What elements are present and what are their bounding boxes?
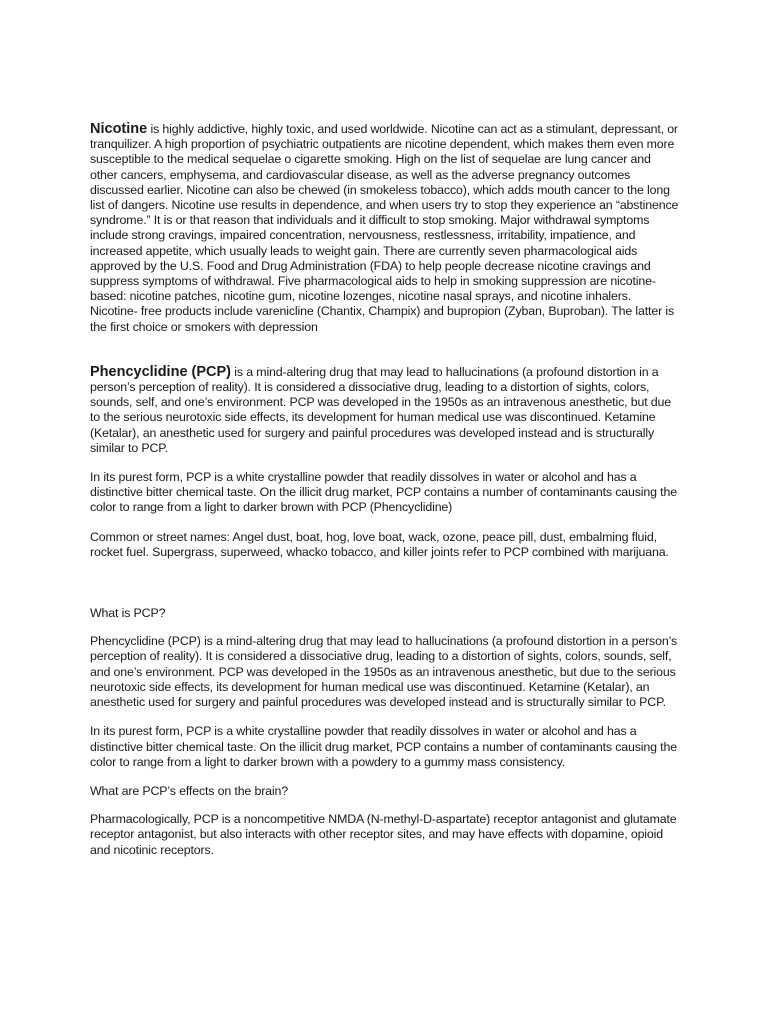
- what-is-pcp-definition-paragraph: Phencyclidine (PCP) is a mind-altering drug that may lead to hallucinations (a profound distortion in a person’s perception of reality). It is considered a dissociative drug, leading to a distortion of sights, colors, sounds, self, and one’s environment. PCP was developed in the 1950s as an intravenous anesthetic, but due to the serious neurotoxic side effects, its development for human medical use was discontinued. Ketamine (Ketalar), an anesthetic used for surgery and painful procedures was developed instead and is structurally similar to PCP.: [90, 634, 677, 710]
- what-is-pcp-heading: What is PCP?: [90, 606, 166, 621]
- nicotine-paragraph: [90, 122, 680, 335]
- pcp-term: Phencyclidine (PCP): [90, 363, 232, 380]
- document-page: [90, 122, 680, 858]
- pcp-paragraph: [90, 365, 680, 456]
- pcp-purest-form-paragraph: In its purest form, PCP is a white crystalline powder that readily dissolves in water or alcohol and has a distinctive bitter chemical taste. On the illicit drug market, PCP contains a number of contaminants causing the color to range from a light to darker brown with PCP (Phencyclidine): [90, 470, 677, 515]
- nicotine-term: Nicotine: [90, 121, 148, 137]
- brain-effects-paragraph: Pharmacologically, PCP is a noncompetitive NMDA (N-methyl-D-aspartate) receptor antagonist and glutamate receptor antagonist, but also interacts with other receptor sites, and may have effects with dopamine, opioid and nicotinic receptors.: [90, 812, 677, 857]
- pcp-text: is a mind-altering drug that may lead to hallucinations (a profound distortion in a person’s perception of reality). It is considered a dissociative drug, leading to a distortion of sights, colors, sounds, self, and one’s environment. PCP was developed in the 1950s as an intravenous anesthetic, but due to the serious neurotoxic side effects, its development for human medical use was discontinued. Ketamine (Ketalar), an anesthetic used for surgery and painful procedures was developed instead and is structurally similar to PCP.: [90, 364, 672, 455]
- nicotine-text: is highly addictive, highly toxic, and used worldwide. Nicotine can act as a stimulant, depressant, or tranquilizer. A high proportion of psychiatric outpatients are nicotine dependent, which makes them even more susceptible to the medical sequelae o cigarette smoking. High on the list of sequelae are lung cancer and other cancers, emphysema, and cardiovascular disease, as well as the adverse pregnancy outcomes discussed earlier. Nicotine can also be chewed (in smokeless tobacco), which adds mouth cancer to the long list of dangers. Nicotine use results in dependence, and when users try to stop they experience an “abstinence syndrome.” It is or that reason that individuals and it difficult to stop smoking. Major withdrawal symptoms include strong cravings, impaired concentration, nervousness, restlessness, irritability, impatience, and increased appetite, which usually leads to weight gain. There are currently seven pharmacological aids approved by the U.S. Food and Drug Administration (FDA) to help people decrease nicotine cravings and suppress symptoms of withdrawal. Five pharmacological aids to help in smoking suppression are nicotine-based: nicotine patches, nicotine gum, nicotine lozenges, nicotine nasal sprays, and nicotine inhalers. Nicotine- free products include varenicline (Chantix, Champix) and bupropion (Zyban, Buproban). The latter is the first choice or smokers with depression: [90, 122, 679, 334]
- what-is-pcp-purest-form-paragraph: In its purest form, PCP is a white crystalline powder that readily dissolves in water or alcohol and has a distinctive bitter chemical taste. On the illicit drug market, PCP contains a number of contaminants causing the color to range from a light to darker brown with a powdery to a gummy mass consistency.: [90, 724, 677, 769]
- pcp-street-names-paragraph: Common or street names: Angel dust, boat, hog, love boat, wack, ozone, peace pill, dust, embalming fluid, rocket fuel. Supergrass, superweed, whacko tobacco, and killer joints refer to PCP combined with marijuana.: [90, 529, 669, 559]
- brain-effects-heading: What are PCP’s effects on the brain?: [90, 783, 289, 798]
